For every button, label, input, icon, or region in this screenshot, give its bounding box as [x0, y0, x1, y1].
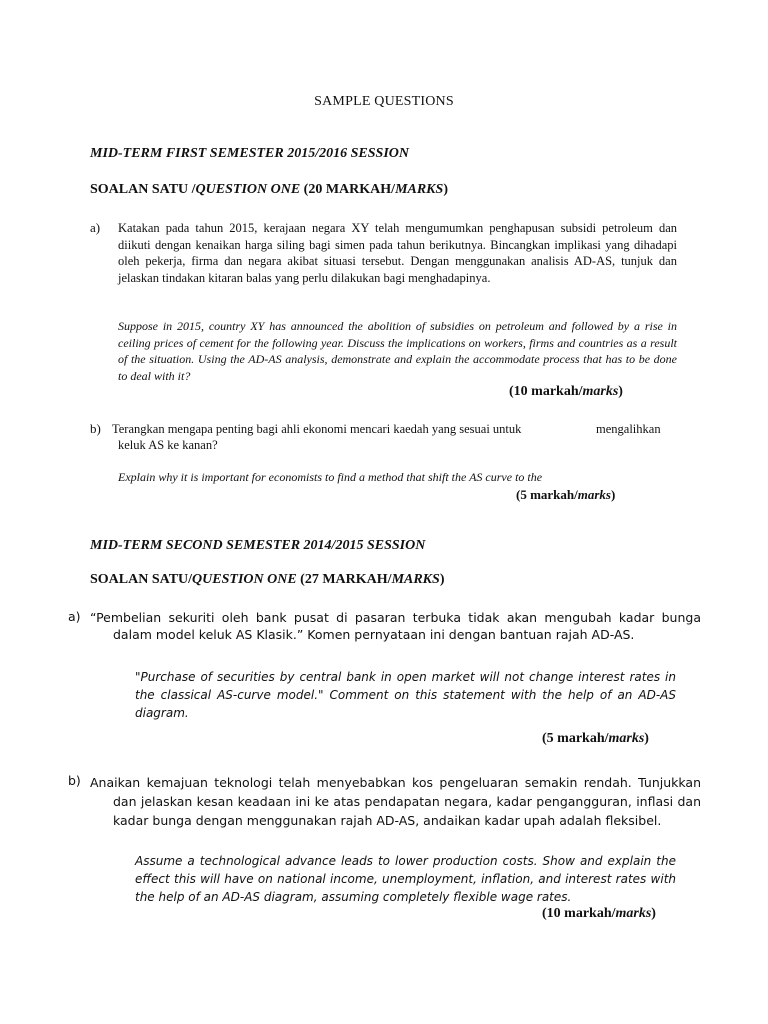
question-1b-malay-line1-end: mengalihkan	[596, 422, 661, 436]
question-heading-1: SOALAN SATU /QUESTION ONE (20 MARKAH/MARKS)	[90, 182, 448, 197]
question-1b-malay-line1: Terangkan mengapa penting bagi ahli ekonomi mencari kaedah yang sesuai untuk	[112, 422, 522, 436]
question-1a-malay: Katakan pada tahun 2015, kerajaan negara XY telah mengumumkan penghapusan subsidi petroleum dan diikuti dengan kenaikan harga siling bagi simen pada tahun berikutnya. Bincangkan implikasi yang dihadapi oleh pekerja, firma dan negara akibat situasi tersebut. Dengan menggunakan analisis AD-AS, tunjuk dan jelaskan tindakan kitaran balas yang perlu dilakukan bagi menghadapinya.	[118, 221, 677, 285]
question-1b-malay-line2: keluk AS ke kanan?	[118, 438, 218, 452]
marks-1a: (10 markah/marks)	[509, 384, 623, 399]
session-heading-1: MID-TERM FIRST SEMESTER 2015/2016 SESSION	[90, 146, 409, 161]
marks-2b: (10 markah/marks)	[542, 906, 656, 921]
item-label-1a: a)	[90, 220, 101, 235]
question-1b-english: Explain why it is important for economists to find a method that shift the AS curve to the	[118, 470, 543, 484]
question-2a-malay: “Pembelian sekuriti oleh bank pusat di pasaran terbuka tidak akan mengubah kadar bunga dalam model keluk AS Klasik.” Komen pernyataan ini dengan bantuan rajah AD-AS.	[90, 610, 701, 642]
marks-1b: (5 markah/marks)	[516, 487, 616, 502]
question-2a-english: "Purchase of securities by central bank in open market will not change interest rates in the classical AS-curve model." Comment on this statement with the help of an AD-AS diagram.	[135, 670, 676, 720]
question-2b-malay: Anaikan kemajuan teknologi telah menyebabkan kos pengeluaran semakin rendah. Tunjukkan dan jelaskan kesan keadaan ini ke atas pendapatan negara, kadar pengangguran, inflasi dan kadar bunga dengan menggunakan rajah AD-AS, andaikan kadar upah adalah fleksibel.	[90, 775, 701, 828]
item-label-2a: a)	[68, 609, 81, 624]
page-title: SAMPLE QUESTIONS	[314, 94, 454, 109]
item-label-1b: b)	[90, 421, 101, 436]
session-heading-2: MID-TERM SECOND SEMESTER 2014/2015 SESSION	[90, 538, 426, 553]
question-2b-english: Assume a technological advance leads to lower production costs. Show and explain the effect this will have on national income, unemployment, inflation, and interest rates with the help of an AD-AS diagram, assuming completely flexible wage rates.	[135, 854, 676, 904]
marks-2a: (5 markah/marks)	[542, 731, 649, 746]
question-heading-2: SOALAN SATU/QUESTION ONE (27 MARKAH/MARKS)	[90, 572, 445, 587]
question-1a-english: Suppose in 2015, country XY has announced the abolition of subsidies on petroleum and followed by a rise in ceiling prices of cement for the following year. Discuss the implications on workers, firms and countries as a result of the situation. Using the AD-AS analysis, demonstrate and explain the accommodate process that has to be done to deal with it?	[118, 319, 677, 383]
item-label-2b: b)	[68, 773, 81, 788]
